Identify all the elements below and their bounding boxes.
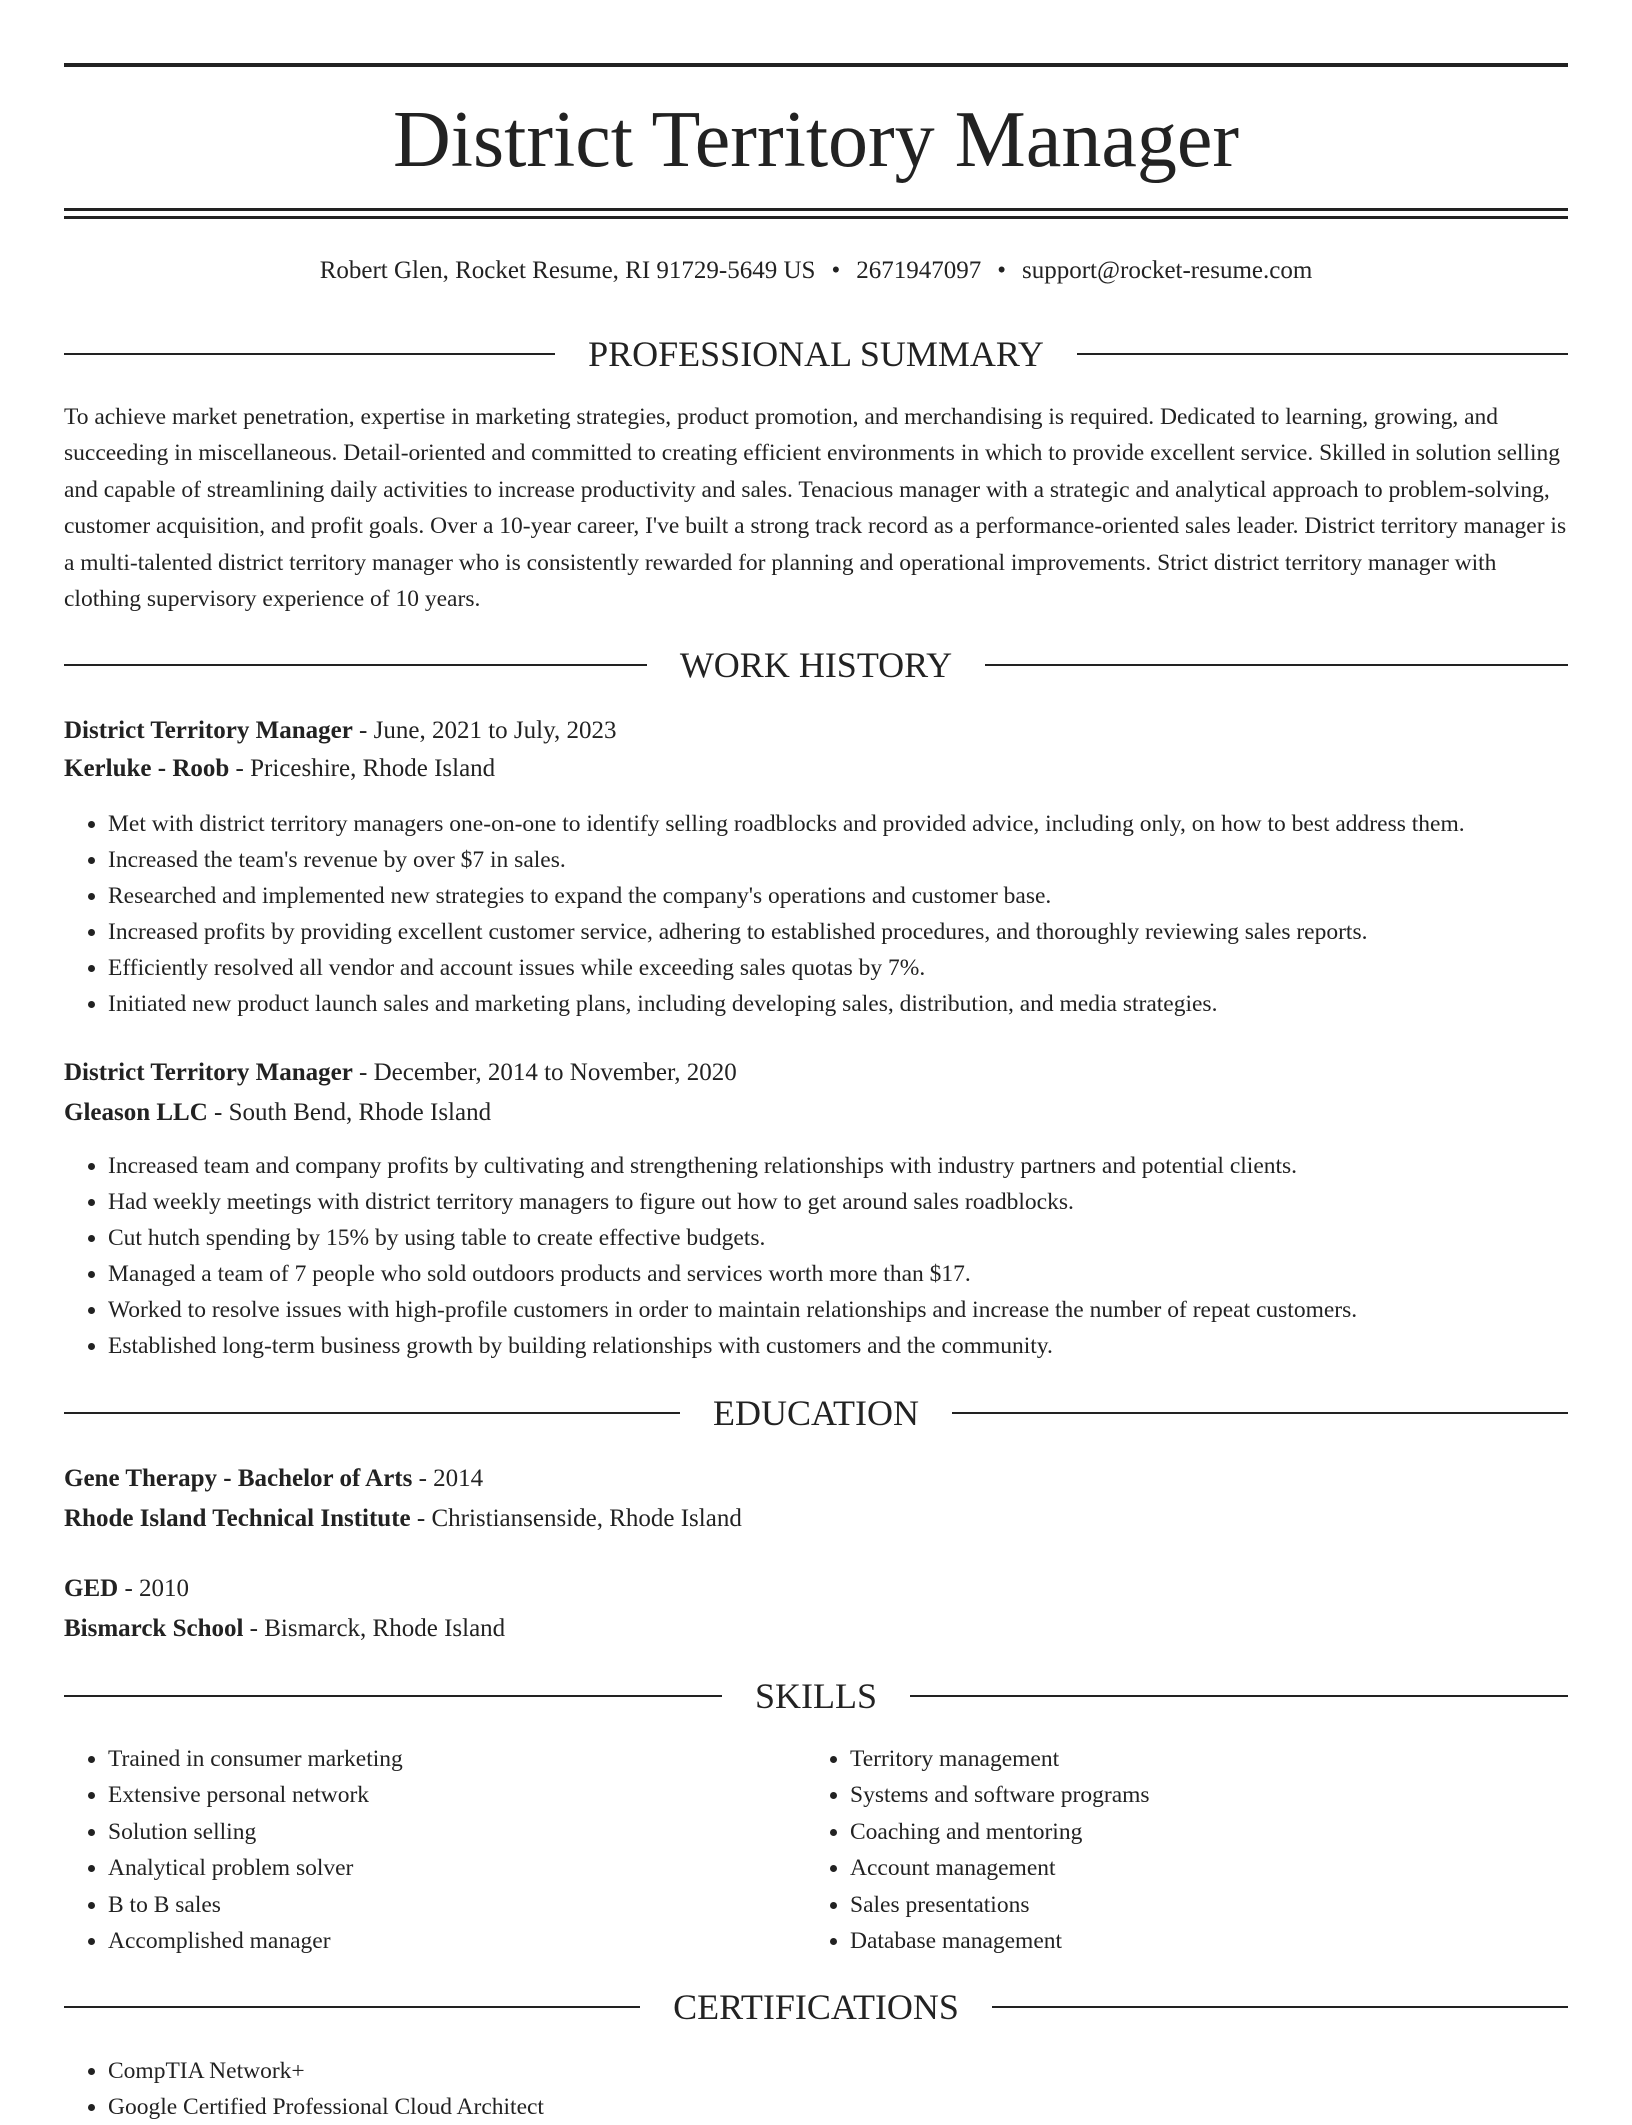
job-company-line — [64, 1095, 491, 1131]
list-item: • Initiated new product launch sales and marketing plans, including developing sales, distribution, and media strategies. — [108, 986, 1568, 1022]
list-item: • Managed a team of 7 people who sold outdoors products and services worth more than $17. — [108, 1256, 1568, 1292]
list-item: • Google Certified Professional Cloud Architect — [108, 2089, 1568, 2125]
job-title-line — [64, 713, 616, 749]
education-school: Rhode Island Technical Institute — [64, 1505, 411, 1532]
heading-rule — [64, 1412, 680, 1414]
heading-rule — [64, 1695, 722, 1697]
list-item: • Cut hutch spending by 15% by using table to create effective budgets. — [108, 1220, 1568, 1256]
heading-rule — [64, 664, 647, 666]
heading-rule — [992, 2006, 1568, 2008]
list-item: • Researched and implemented new strategies to expand the company's operations and customer base. — [108, 878, 1568, 914]
heading-rule — [1077, 353, 1568, 355]
job-title: District Territory Manager — [64, 717, 353, 744]
section-heading-skills — [64, 1674, 1568, 1718]
education-location: - Bismarck, Rhode Island — [243, 1615, 506, 1642]
list-item: • Database management — [850, 1923, 1550, 1959]
list-item: • Analytical problem solver — [108, 1850, 808, 1886]
skills-list-right — [806, 1741, 1550, 1959]
list-item: • Extensive personal network — [108, 1777, 808, 1813]
education-degree-line — [64, 1461, 483, 1497]
education-school: Bismarck School — [64, 1615, 244, 1642]
title-rule-upper — [64, 208, 1568, 211]
contact-phone: 2671947097 — [856, 257, 982, 284]
section-heading-summary — [64, 332, 1568, 376]
list-item: • Increased profits by providing excellent customer service, adhering to established procedures, and thoroughly reviewing sales reports. — [108, 914, 1568, 950]
job-location: - South Bend, Rhode Island — [207, 1099, 492, 1126]
skills-list-left — [64, 1741, 808, 1959]
top-rule — [64, 63, 1568, 67]
list-item: • CompTIA Network+ — [108, 2053, 1568, 2089]
contact-separator: • — [831, 257, 841, 284]
job-company: Gleason LLC — [64, 1099, 208, 1126]
list-item: • Systems and software programs — [850, 1777, 1550, 1813]
list-item: • Efficiently resolved all vendor and account issues while exceeding sales quotas by 7%. — [108, 950, 1568, 986]
education-location: - Christiansenside, Rhode Island — [410, 1505, 742, 1532]
list-item: • Sales presentations — [850, 1887, 1550, 1923]
education-degree-line — [64, 1571, 189, 1607]
section-label: PROFESSIONAL SUMMARY — [588, 334, 1044, 374]
job-location: - Priceshire, Rhode Island — [229, 755, 496, 782]
list-item: • Met with district territory managers one-on-one to identify selling roadblocks and provided advice, including only, on how to best address them. — [108, 806, 1568, 842]
list-item: • Worked to resolve issues with high-profile customers in order to maintain relationships and increase the number of repeat customers. — [108, 1292, 1568, 1328]
section-label: CERTIFICATIONS — [673, 1987, 959, 2027]
section-heading-certifications — [64, 1985, 1568, 2029]
list-item: • B to B sales — [108, 1887, 808, 1923]
heading-rule — [64, 353, 555, 355]
list-item: • Established long-term business growth by building relationships with customers and the community. — [108, 1328, 1568, 1364]
list-item: • Had weekly meetings with district territory managers to figure out how to get around sales roadblocks. — [108, 1184, 1568, 1220]
contact-email: support@rocket-resume.com — [1022, 257, 1313, 284]
heading-rule — [985, 664, 1568, 666]
heading-rule — [910, 1695, 1568, 1697]
education-school-line — [64, 1611, 505, 1647]
resume-title: District Territory Manager — [393, 96, 1239, 184]
education-degree: GED — [64, 1575, 119, 1602]
contact-separator: • — [997, 257, 1006, 284]
job-company: Kerluke - Roob — [64, 755, 230, 782]
title-rule-lower — [64, 216, 1568, 219]
list-item: • Coaching and mentoring — [850, 1814, 1550, 1850]
job-title-line — [64, 1055, 737, 1091]
section-label: WORK HISTORY — [679, 645, 953, 685]
list-item: • Accomplished manager — [108, 1923, 808, 1959]
education-year: - 2014 — [412, 1465, 484, 1492]
certifications-list — [64, 2053, 1568, 2125]
education-school-line — [64, 1501, 742, 1537]
section-heading-education — [64, 1391, 1568, 1435]
list-item: • Territory management — [850, 1741, 1550, 1777]
list-item: • Increased team and company profits by cultivating and strengthening relationships with industry partners and potential clients. — [108, 1148, 1568, 1184]
section-label: EDUCATION — [713, 1393, 919, 1433]
section-label: SKILLS — [755, 1676, 878, 1716]
education-year: - 2010 — [118, 1575, 190, 1602]
job-company-line — [64, 751, 495, 787]
section-heading-work — [64, 643, 1568, 687]
list-item: • Trained in consumer marketing — [108, 1741, 808, 1777]
job-dates: - December, 2014 to November, 2020 — [352, 1059, 737, 1086]
heading-rule — [952, 1412, 1568, 1414]
contact-line — [64, 255, 1568, 287]
summary-text: To achieve market penetration, expertise in marketing strategies, product promotion, and merchandising is required. Dedicated to learning, growing, and succeeding in miscellaneous. Detail-oriented and committed to creating efficient environments in which to provide excellent service. Skilled in solution selling and capable of streamlining daily activities to increase productivity and sales. Tenacious manager with a strategic and analytical approach to problem-solving, customer acquisition, and profit goals. Over a 10-year career, I've built a strong track record as a performance-oriented sales leader. District territory manager is a multi-talented district territory manager who is consistently rewarded for planning and operational improvements. Strict district territory manager with clothing supervisory experience of 10 years. — [64, 404, 1567, 613]
heading-rule — [64, 2006, 640, 2008]
contact-address: Robert Glen, Rocket Resume, RI 91729-5649 US — [319, 257, 816, 284]
job-bullets — [64, 1148, 1568, 1364]
job-bullets — [64, 806, 1568, 1022]
job-dates: - June, 2021 to July, 2023 — [352, 717, 617, 744]
job-title: District Territory Manager — [64, 1059, 353, 1086]
list-item: • Solution selling — [108, 1814, 808, 1850]
education-degree: Gene Therapy - Bachelor of Arts — [64, 1465, 413, 1492]
list-item: • Increased the team's revenue by over $7 in sales. — [108, 842, 1568, 878]
list-item: • Account management — [850, 1850, 1550, 1886]
